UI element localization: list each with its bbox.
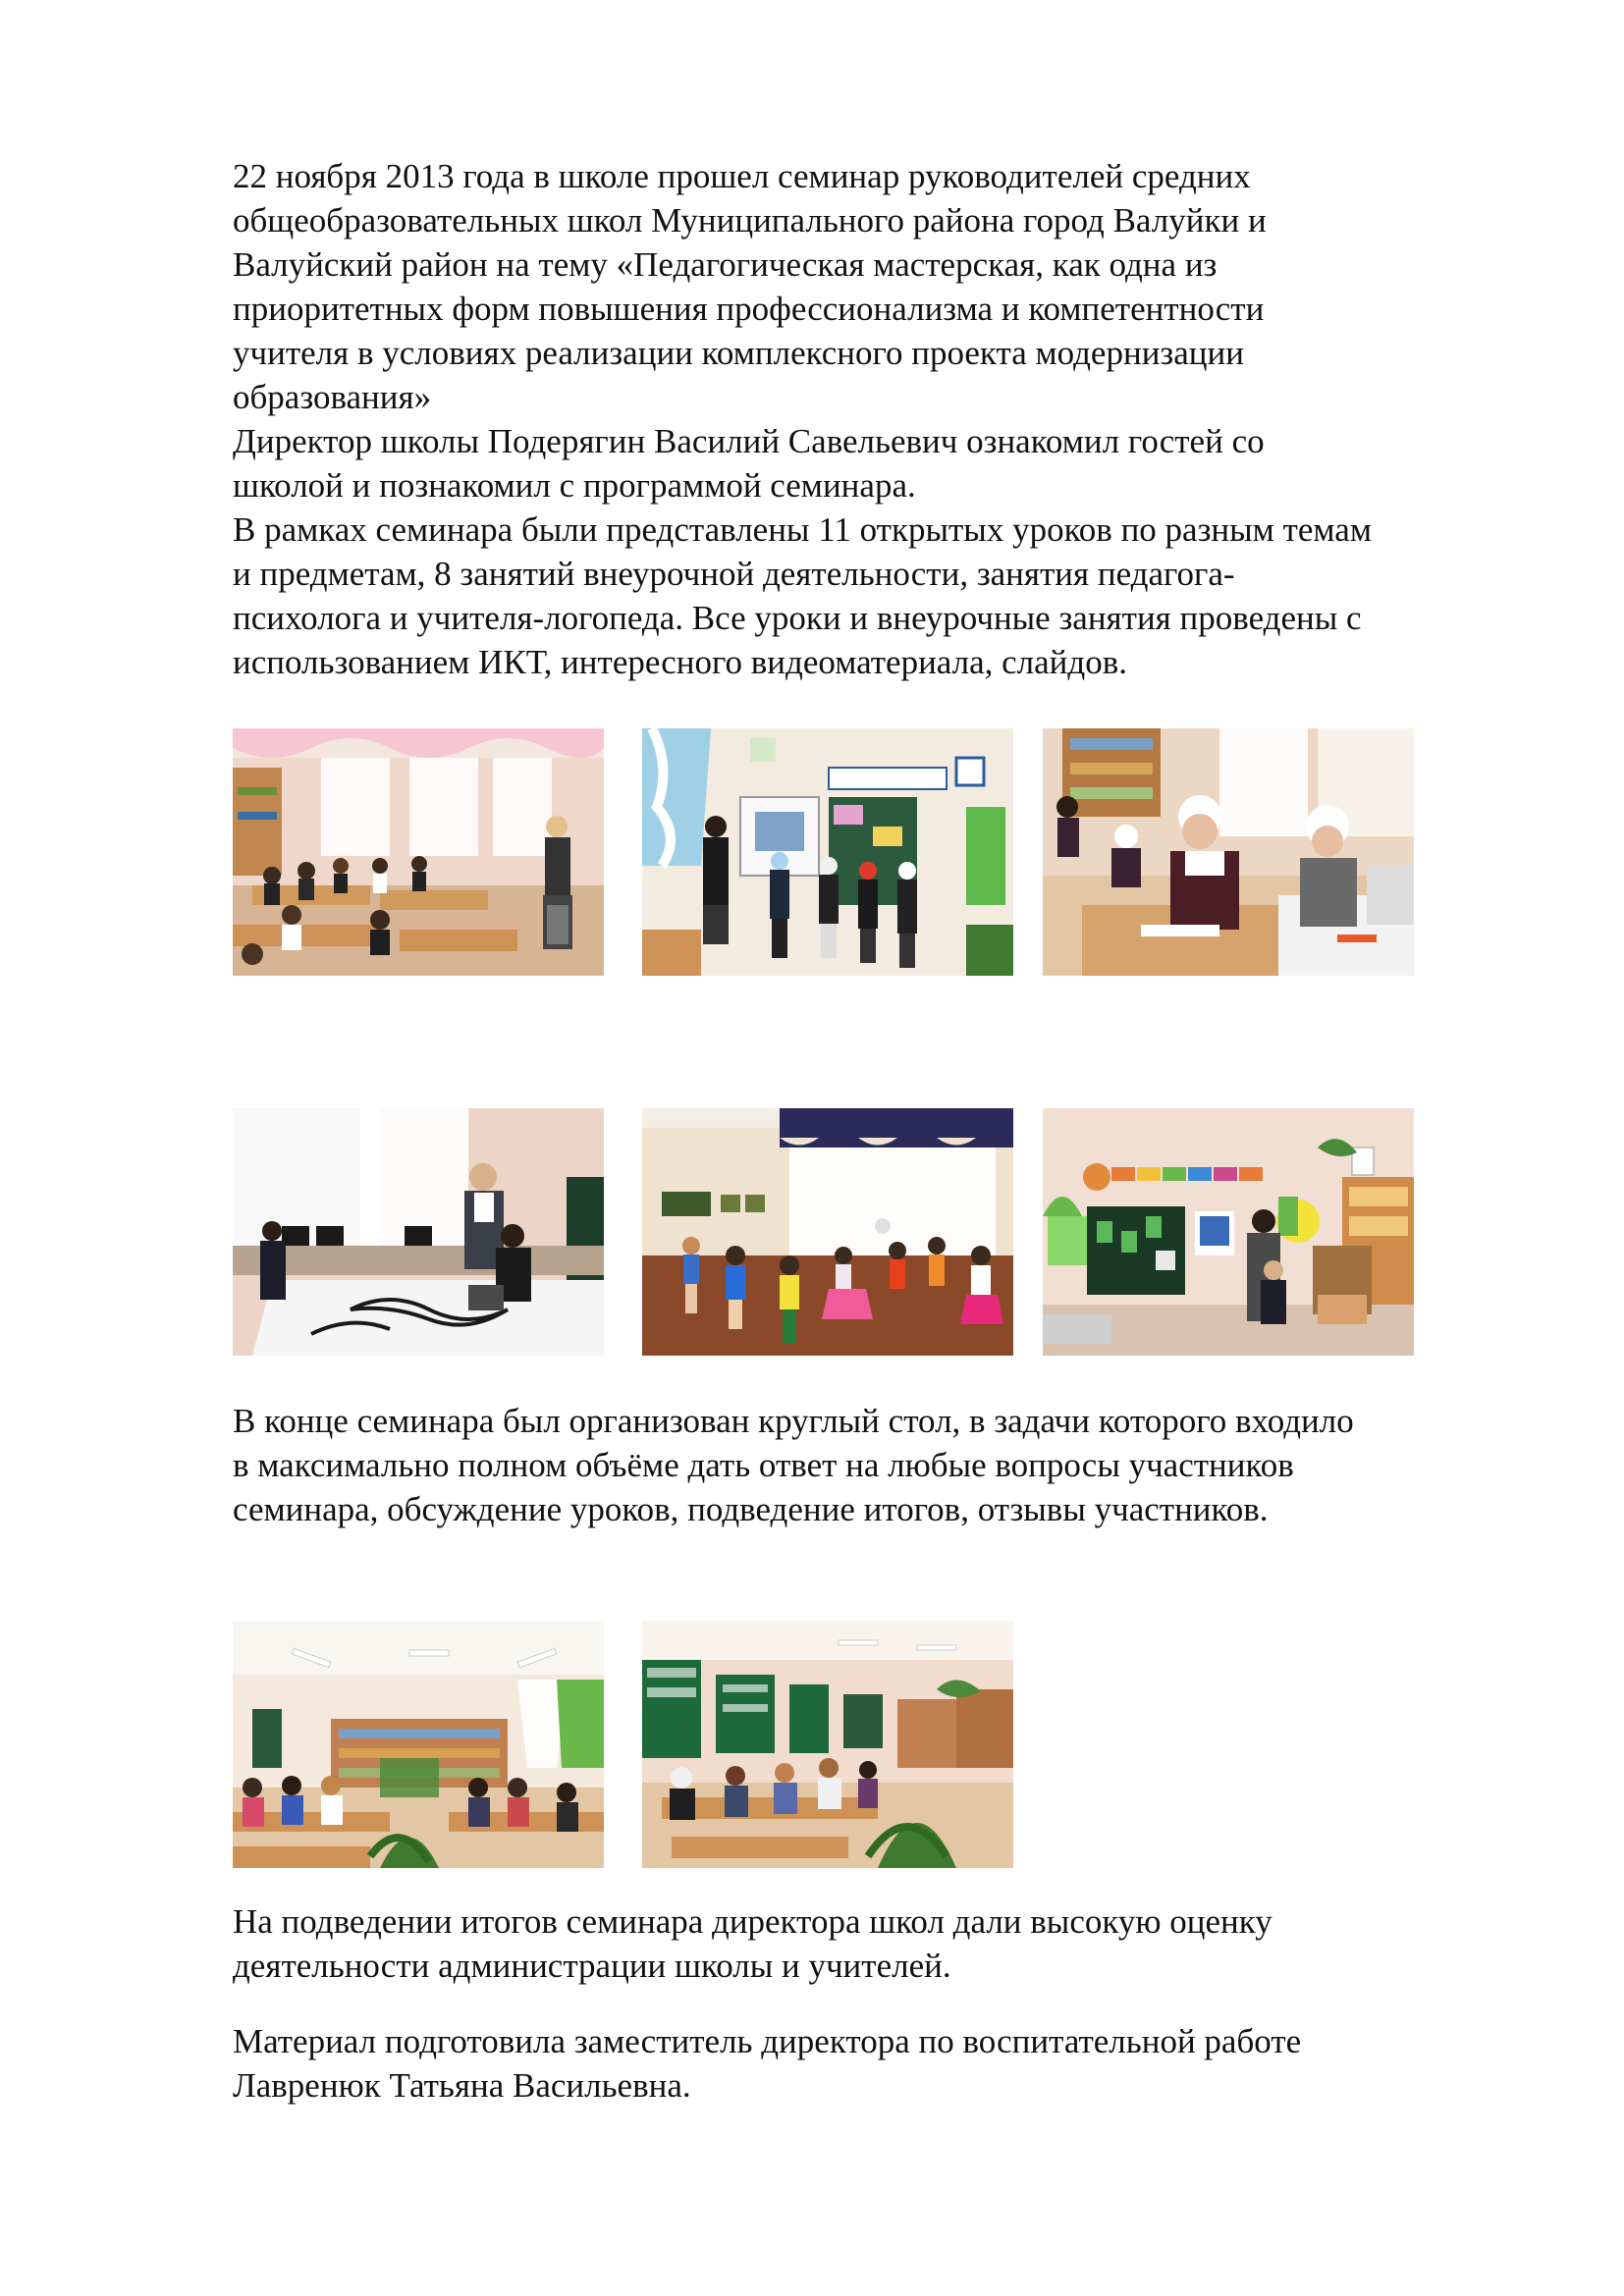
intro-line: В рамках семинара были представлены 11 открытых уроков по разным темам	[233, 510, 1372, 549]
author-paragraph	[233, 2019, 1529, 2108]
intro-line: Валуйский район на тему «Педагогическая мастерская, как одна из	[233, 245, 1218, 284]
author-line: Лавренюк Татьяна Васильевна.	[233, 2066, 691, 2105]
photo-dance-class	[642, 1108, 1013, 1356]
intro-line: общеобразовательных школ Муниципального района город Валуйки и	[233, 201, 1267, 240]
intro-line: учителя в условиях реализации комплексного проекта модернизации	[233, 334, 1244, 372]
intro-line: Директор школы Подерягин Василий Савельевич ознакомил гостей со	[233, 422, 1265, 460]
intro-paragraph	[233, 154, 1529, 684]
photo-classroom-lesson	[233, 728, 604, 976]
summary-paragraph	[233, 1899, 1529, 1988]
photo-meeting-classroom	[642, 1621, 1013, 1868]
intro-line: и предметам, 8 занятий внеурочной деятельности, занятия педагога-	[233, 555, 1235, 593]
summary-line: деятельности администрации школы и учителей.	[233, 1947, 951, 1985]
photo-sewing-lesson	[1043, 728, 1414, 976]
intro-line: использованием ИКТ, интересного видеоматериала, слайдов.	[233, 643, 1127, 681]
intro-line: психолога и учителя-логопеда. Все уроки и внеурочные занятия проведены с	[233, 599, 1362, 637]
photo-classroom-presentation	[642, 728, 1013, 976]
intro-line: образования»	[233, 378, 432, 416]
photo-round-table-library	[233, 1621, 604, 1868]
roundtable-line: В конце семинара был организован круглый стол, в задачи которого входило	[233, 1402, 1354, 1440]
roundtable-line: семинара, обсуждение уроков, подведение итогов, отзывы участников.	[233, 1490, 1269, 1528]
author-line: Материал подготовила заместитель директора по воспитательной работе	[233, 2022, 1302, 2060]
intro-line: приоритетных форм повышения профессионализма и компетентности	[233, 290, 1265, 328]
roundtable-paragraph	[233, 1399, 1529, 1531]
photo-robotics-lesson	[233, 1108, 604, 1356]
photo-primary-classroom	[1043, 1108, 1414, 1356]
summary-line: На подведении итогов семинара директора школ дали высокую оценку	[233, 1902, 1272, 1941]
intro-line: 22 ноября 2013 года в школе прошел семинар руководителей средних	[233, 157, 1251, 195]
intro-line: школой и познакомил с программой семинара.	[233, 466, 916, 505]
roundtable-line: в максимально полном объёме дать ответ на любые вопросы участников	[233, 1446, 1294, 1484]
